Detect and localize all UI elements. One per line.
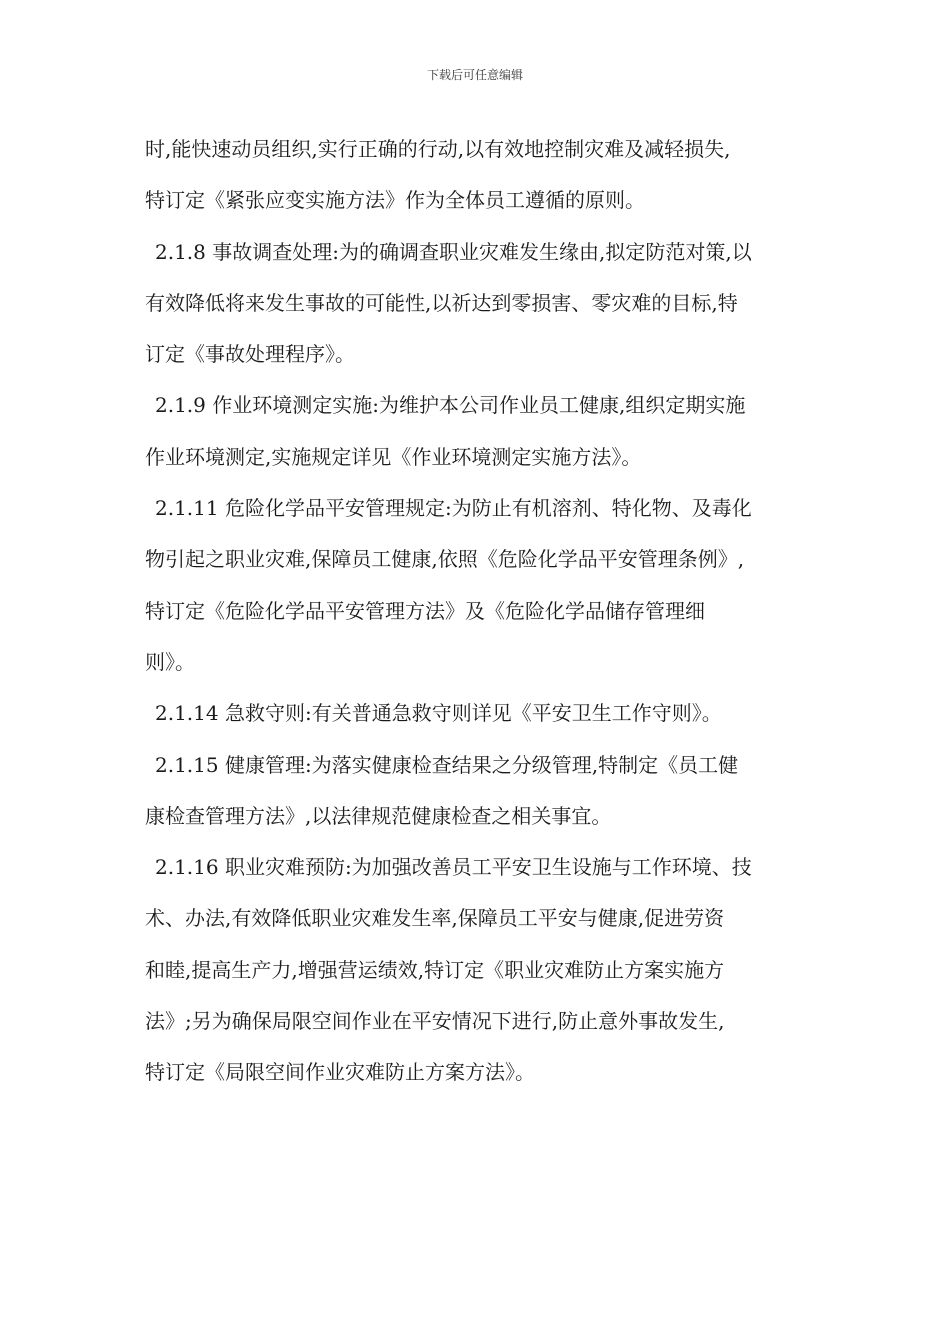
text-line: 订定《事故处理程序》。 [145,342,355,367]
text-line: 时,能快速动员组织,实行正确的行动,以有效地控制灾难及减轻损失, [145,137,731,161]
document-body [145,124,810,1099]
text-line-section-2-1-9: 2.1.9 作业环境测定实施:为维护本公司作业员工健康,组织定期实施 [155,393,746,418]
text-line: 物引起之职业灾难,保障员工健康,依照《危险化学品平安管理条例》, [145,547,745,572]
text-line: 特订定《局限空间作业灾难防止方案方法》。 [145,1060,535,1085]
text-line-section-2-1-8: 2.1.8 事故调查处理:为的确调查职业灾难发生缘由,拟定防范对策,以 [155,239,752,264]
text-line: 作业环境测定,实施规定详见《作业环境测定实施方法》。 [145,444,642,469]
text-line: 和睦,提高生产力,增强营运绩效,特订定《职业灾难防止方案实施方 [145,957,725,982]
page-header: 下载后可任意编辑 [426,68,523,82]
text-line-section-2-1-14: 2.1.14 急救守则:有关普通急救守则详见《平安卫生工作守则》。 [155,701,722,726]
text-line: 特订定《紧张应变实施方法》作为全体员工遵循的原则。 [145,188,645,213]
text-line: 特订定《危险化学品平安管理方法》及《危险化学品储存管理细 [145,598,705,623]
text-line: 康检查管理方法》,以法律规范健康检查之相关事宜。 [145,803,612,828]
text-line: 术、办法,有效降低职业灾难发生率,保障员工平安与健康,促进劳资 [145,906,725,931]
text-line: 则》。 [145,649,195,674]
text-line-section-2-1-11: 2.1.11 危险化学品平安管理规定:为防止有机溶剂、特化物、及毒化 [155,496,752,521]
text-line-section-2-1-15: 2.1.15 健康管理:为落实健康检查结果之分级管理,特制定《员工健 [155,752,739,777]
text-line: 法》;另为确保局限空间作业在平安情况下进行,防止意外事故发生, [145,1009,725,1034]
text-line: 有效降低将来发生事故的可能性,以祈达到零损害、零灾难的目标,特 [145,290,738,315]
text-line-section-2-1-16: 2.1.16 职业灾难预防:为加强改善员工平安卫生设施与工作环境、技 [155,855,752,880]
